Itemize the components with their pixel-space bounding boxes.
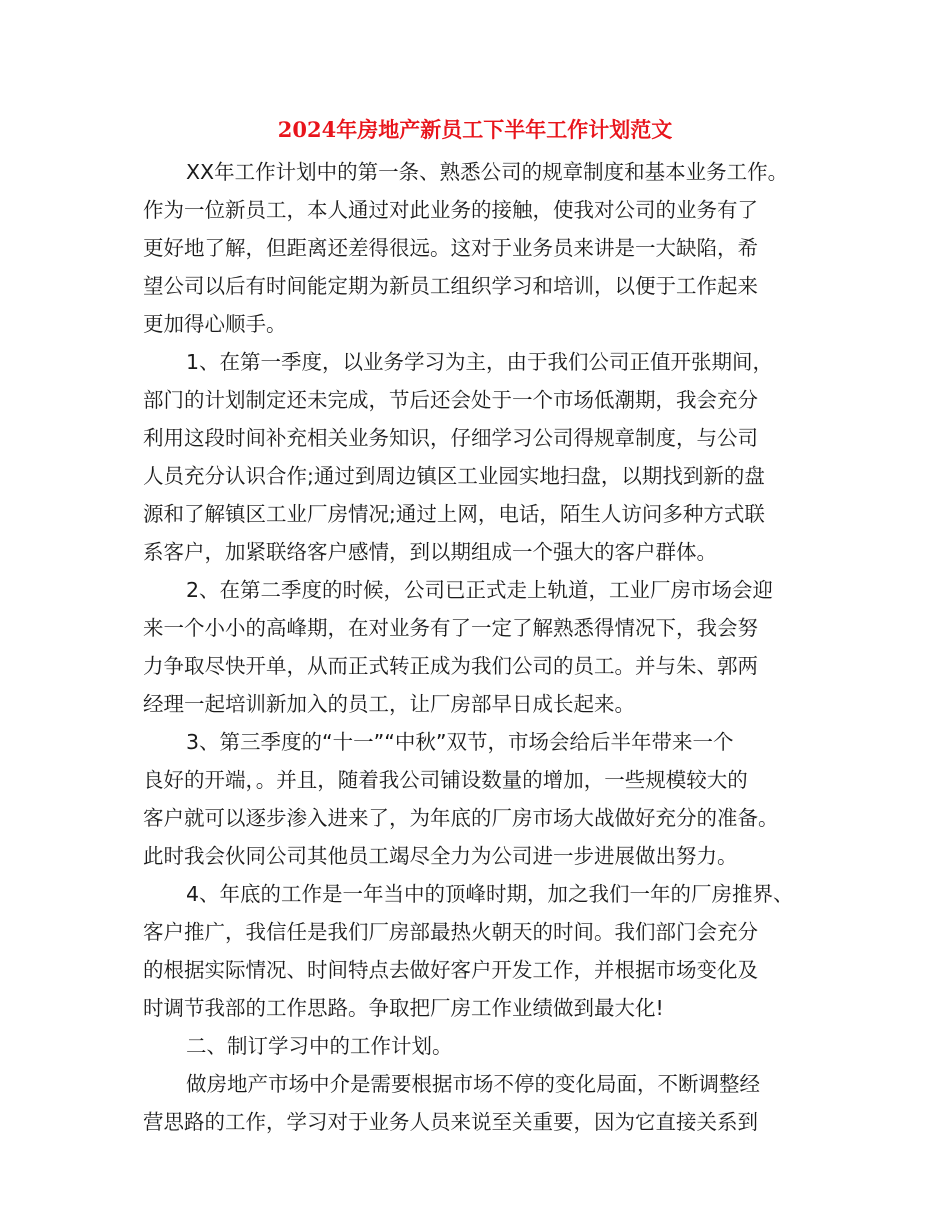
body-line: 作为一位新员工，本人通过对此业务的接触，使我对公司的业务有了 xyxy=(143,198,758,222)
body-line: 2、在第二季度的时候，公司已正式走上轨道，工业厂房市场会迎 xyxy=(186,578,774,602)
document-title: 2024年房地产新员工下半年工作计划范文 xyxy=(277,117,673,142)
body-line: 做房地产市场中介是需要根据市场不停的变化局面，不断调整经 xyxy=(186,1072,760,1096)
body-line: 更好地了解，但距离还差得很远。这对于业务员来讲是一大缺陷，希 xyxy=(143,236,758,260)
body-line: 1、在第一季度，以业务学习为主，由于我们公司正值开张期间， xyxy=(186,350,774,374)
body-line: 4、年底的工作是一年当中的顶峰时期，加之我们一年的厂房推界、 xyxy=(186,882,794,906)
body-line: 良好的开端，。并且，随着我公司铺设数量的增加，一些规模较大的 xyxy=(143,768,748,792)
body-line: 客户就可以逐步渗入进来了，为年底的厂房市场大战做好充分的准备。 xyxy=(143,806,779,830)
body-line: 客户推广，我信任是我们厂房部最热火朝天的时间。我们部门会充分 xyxy=(143,920,758,944)
section-heading: 二、制订学习中的工作计划。 xyxy=(186,1034,453,1058)
body-line: 经理一起培训新加入的员工，让厂房部早日成长起来。 xyxy=(143,692,635,716)
body-line: 营思路的工作，学习对于业务人员来说至关重要，因为它直接关系到 xyxy=(143,1110,758,1134)
body-line: 时调节我部的工作思路。争取把厂房工作业绩做到最大化! xyxy=(143,996,664,1020)
body-line: 来一个小小的高峰期，在对业务有了一定了解熟悉得情况下，我会努 xyxy=(143,616,758,640)
body-line: 人员充分认识合作;通过到周边镇区工业园实地扫盘，以期找到新的盘 xyxy=(143,464,765,488)
body-line: 源和了解镇区工业厂房情况;通过上网，电话，陌生人访问多种方式联 xyxy=(143,502,765,526)
body-line: 的根据实际情况、时间特点去做好客户开发工作，并根据市场变化及 xyxy=(143,958,758,982)
body-line: 更加得心顺手。 xyxy=(143,312,287,336)
body-line: XX年工作计划中的第一条、熟悉公司的规章制度和基本业务工作。 xyxy=(186,160,789,184)
body-line: 利用这段时间补充相关业务知识，仔细学习公司得规章制度，与公司 xyxy=(143,426,758,450)
body-line: 3、第三季度的“十一”“中秋”双节，市场会给后半年带来一个 xyxy=(186,730,734,754)
body-line: 力争取尽快开单，从而正式转正成为我们公司的员工。并与朱、郭两 xyxy=(143,654,758,678)
body-line: 系客户，加紧联络客户感情，到以期组成一个强大的客户群体。 xyxy=(143,540,717,564)
body-line: 望公司以后有时间能定期为新员工组织学习和培训，以便于工作起来 xyxy=(143,274,758,298)
body-line: 此时我会伙同公司其他员工竭尽全力为公司进一步进展做出努力。 xyxy=(143,844,738,868)
body-line: 部门的计划制定还未完成，节后还会处于一个市场低潮期，我会充分 xyxy=(143,388,758,412)
